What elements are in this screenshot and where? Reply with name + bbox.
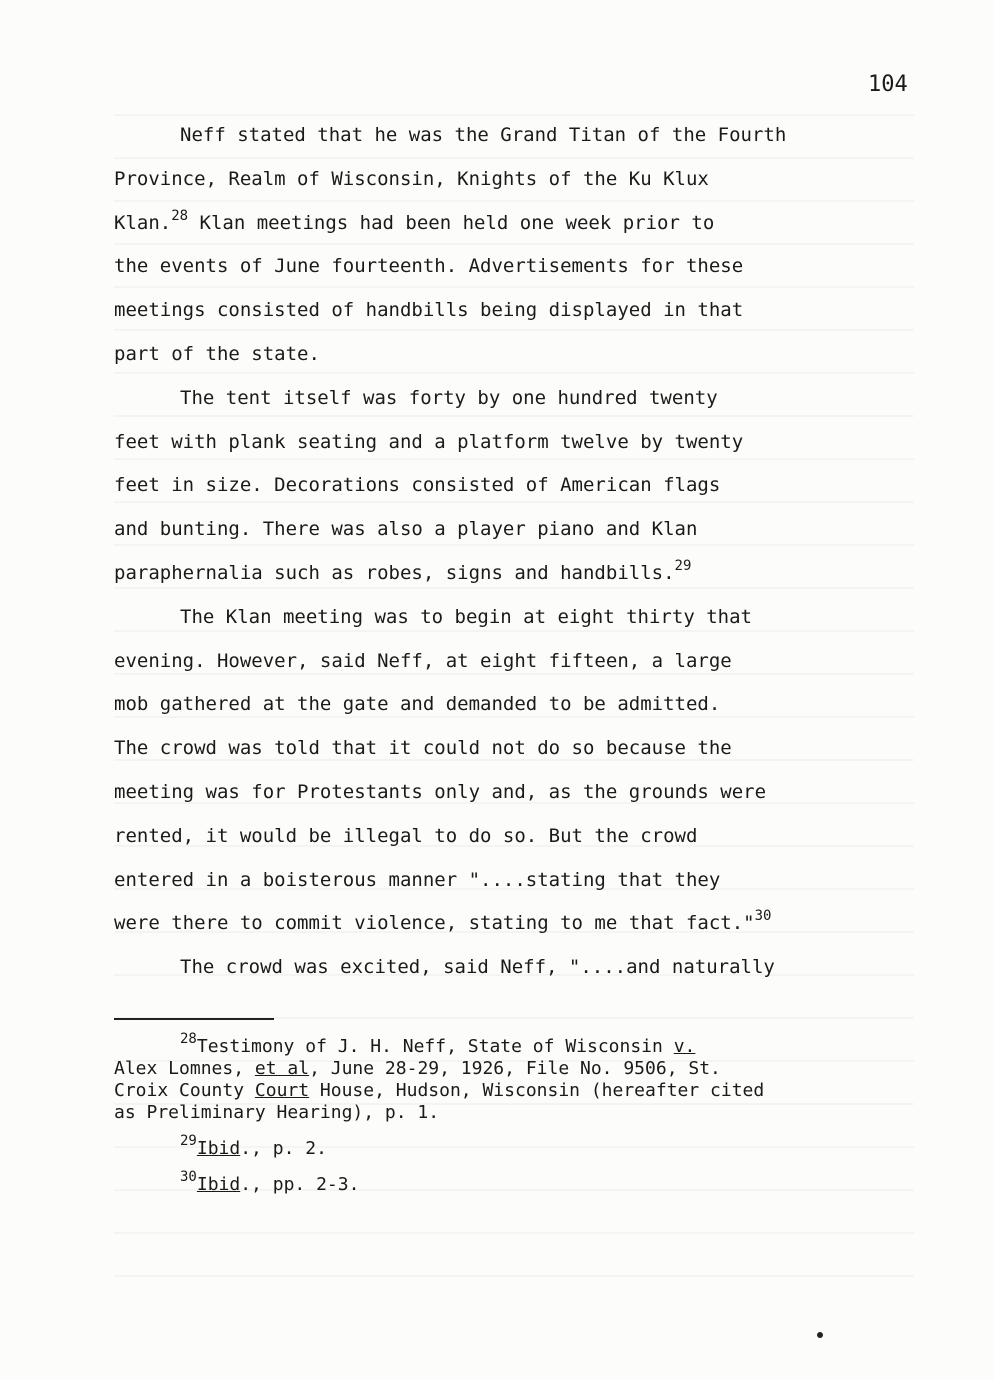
text-span: Testimony of J. H. Neff, State of Wisconsin xyxy=(196,1036,674,1057)
text-span: Klan meetings had been held one week prior to xyxy=(188,211,715,234)
text-line xyxy=(114,902,894,946)
footnote-line xyxy=(114,1169,914,1196)
text-span: paraphernalia such as robes, signs and handbills. xyxy=(114,561,675,584)
paragraph-2 xyxy=(114,377,894,596)
footnote-number: 29 xyxy=(180,1133,197,1149)
footnotes xyxy=(114,1031,914,1210)
footnote-28 xyxy=(114,1031,914,1124)
text-span: Klan. xyxy=(114,211,172,234)
text-line: The crowd was told that it could not do so because the xyxy=(114,737,732,760)
text-line: evening. However, said Neff, at eight fifteen, a large xyxy=(114,649,732,672)
text-line: feet in size. Decorations consisted of American flags xyxy=(114,474,721,497)
text-span: ., pp. 2-3. xyxy=(240,1174,360,1195)
text-line: entered in a boisterous manner "....stating that they xyxy=(114,868,721,891)
underlined-text: et al xyxy=(254,1058,310,1079)
text-line: feet with plank seating and a platform twelve by twenty xyxy=(114,430,744,453)
underlined-text: Ibid xyxy=(196,1174,241,1195)
text-line: meeting was for Protestants only and, as the grounds were xyxy=(114,780,767,803)
footnote-line xyxy=(114,1058,914,1080)
text-line: part of the state. xyxy=(114,342,320,365)
footnote-line xyxy=(114,1031,914,1058)
text-line: The crowd was excited, said Neff, "....and naturally xyxy=(180,956,775,979)
text-line xyxy=(114,552,894,596)
text-span: , June 28-29, 1926, File No. 9506, St. xyxy=(309,1058,721,1079)
text-span: Croix County xyxy=(114,1080,255,1101)
footnote-ref-30: 30 xyxy=(754,908,772,925)
text-line: Province, Realm of Wisconsin, Knights of the Ku Klux xyxy=(114,167,709,190)
paragraph-4 xyxy=(114,946,894,990)
paragraph-1 xyxy=(114,114,894,377)
paragraph-3 xyxy=(114,596,894,946)
text-line: meetings consisted of handbills being displayed in that xyxy=(114,299,744,322)
text-span: Alex Lomnes, xyxy=(114,1058,255,1079)
text-line: rented, it would be illegal to do so. But the crowd xyxy=(114,824,698,847)
footnote-29 xyxy=(114,1133,914,1160)
footnote-number: 28 xyxy=(180,1031,197,1047)
footnote-line xyxy=(114,1133,914,1160)
footnote-ref-28: 28 xyxy=(171,207,189,224)
underlined-text: v. xyxy=(673,1036,696,1057)
ink-dot xyxy=(817,1332,823,1338)
footnote-number: 30 xyxy=(180,1169,197,1185)
body-text xyxy=(114,114,894,990)
text-line: the events of June fourteenth. Advertisements for these xyxy=(114,255,744,278)
text-line: and bunting. There was also a player piano and Klan xyxy=(114,518,698,541)
text-line: The tent itself was forty by one hundred twenty xyxy=(180,386,718,409)
text-line: Neff stated that he was the Grand Titan of the Fourth xyxy=(180,124,787,146)
footnote-ref-29: 29 xyxy=(674,557,692,574)
footnote-line: as Preliminary Hearing), p. 1. xyxy=(114,1102,440,1123)
text-line: mob gathered at the gate and demanded to be admitted. xyxy=(114,693,721,716)
footnote-line xyxy=(114,1080,914,1102)
footnote-divider xyxy=(114,1018,274,1020)
text-line xyxy=(114,202,894,246)
text-span: House, Hudson, Wisconsin (hereafter cited xyxy=(309,1080,765,1101)
text-span: were there to commit violence, stating to me that fact." xyxy=(114,912,755,935)
page-number: 104 xyxy=(868,72,908,97)
text-line: The Klan meeting was to begin at eight thirty that xyxy=(180,605,752,628)
underlined-text: Ibid xyxy=(196,1138,241,1159)
footnote-30 xyxy=(114,1169,914,1196)
text-span: ., p. 2. xyxy=(240,1138,327,1159)
underlined-text: Court xyxy=(254,1080,310,1101)
